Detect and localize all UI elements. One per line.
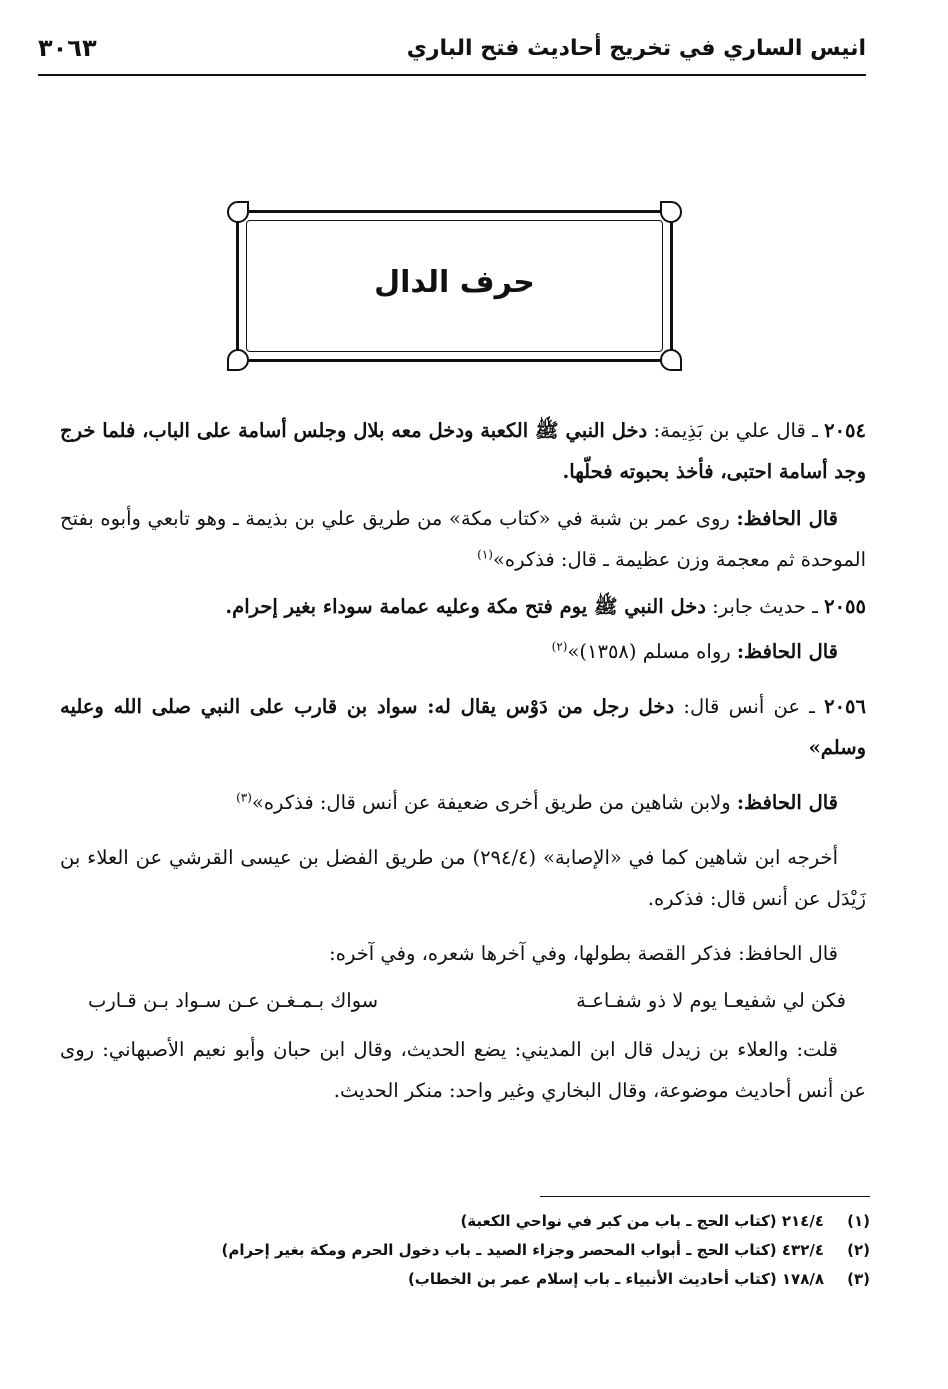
- chapter-title: حرف الدال: [374, 265, 535, 300]
- hafiz-label: قال الحافظ:: [736, 791, 838, 814]
- footnote-number: (٢): [847, 1241, 870, 1259]
- takhrij-paragraph: أخرجه ابن شاهين كما في «الإصابة» (٢٩٤/٤) من طريق الفضل بن عيسى القرشي عن العلاء بن زَيْدَل عن أنس قال: فذكره.: [60, 846, 866, 910]
- footnotes: [160, 1207, 870, 1294]
- hafiz-label: قال الحافظ:: [736, 507, 839, 530]
- footnote-item: [160, 1265, 870, 1294]
- frame-ornament: [227, 201, 249, 223]
- hafiz-paragraph: قال الحافظ: فذكر القصة بطولها، وفي آخرها شعره، وفي آخره:: [329, 942, 838, 965]
- hadith-text: دخل النبي ﷺ الكعبة ودخل معه بلال وجلس أسامة على الباب، فلما خرج وجد أسامة احتبى، فأخذ بحبوته فحلّها.: [60, 419, 866, 483]
- hadith-number: ٢٠٥٦: [824, 695, 866, 718]
- footnote-text: ١٧٨/٨ (كتاب أحاديث الأنبياء ـ باب إسلام عمر بن الخطاب): [407, 1270, 824, 1288]
- footnote-number: (٣): [847, 1270, 870, 1288]
- commentary-2054: [60, 498, 866, 580]
- commentary-2055: [60, 631, 866, 672]
- footnote-text: ٢١٤/٤ (كتاب الحج ـ باب من كبر في نواحي الكعبة): [460, 1212, 824, 1230]
- hadith-2054: [60, 410, 866, 492]
- footnote-text: ٤٣٢/٤ (كتاب الحج ـ أبواب المحصر وجزاء الصيد ـ باب دخول الحرم ومكة بغير إحرام): [221, 1241, 824, 1259]
- frame-ornament: [660, 201, 682, 223]
- running-header: [38, 30, 866, 76]
- verse-first-hemistich: فكن لي شفيعـا يوم لا ذو شفـاعـة: [576, 989, 846, 1012]
- commentary-text: ولابن شاهين من طريق أخرى ضعيفة عن أنس قال: فذكره»: [251, 791, 737, 814]
- footnote-separator: [540, 1196, 870, 1197]
- hadith-text: دخل النبي ﷺ يوم فتح مكة وعليه عمامة سوداء بغير إحرام.: [225, 595, 706, 618]
- footnote-item: [160, 1236, 870, 1265]
- hadith-2056: [60, 686, 866, 768]
- poetry-verse: [60, 980, 866, 1021]
- hadith-intro: ـ عن أنس قال:: [674, 695, 825, 718]
- hadith-text: دخل رجل من دَوْس يقال له: سواد بن قارب على النبي صلى الله وعليه وسلم»: [60, 695, 866, 759]
- frame-ornament: [227, 349, 249, 371]
- book-title: انيس الساري في تخريج أحاديث فتح الباري: [406, 36, 866, 61]
- commentary-text: روى عمر بن شبة في «كتاب مكة» من طريق علي بن بذيمة ـ وهو تابعي وأبوه بفتح الموحدة ثم معجمة وزن عظيمة ـ قال: فذكره»: [60, 507, 866, 571]
- note-paragraph: قلت: والعلاء بن زيدل قال ابن المديني: يضع الحديث، وقال ابن حبان وأبو نعيم الأصبهاني: روى عن أنس أحاديث موضوعة، وقال البخاري وغير واحد: منكر الحديث.: [60, 1038, 866, 1102]
- footnote-item: [160, 1207, 870, 1236]
- hafiz-label: قال الحافظ:: [736, 640, 838, 663]
- hadith-intro: ـ حديث جابر:: [705, 595, 825, 618]
- main-text: [60, 410, 866, 1117]
- hadith-2055: [60, 586, 866, 627]
- page-number: ٣٠٦٣: [38, 34, 97, 62]
- chapter-frame: [236, 210, 673, 362]
- verse-second-hemistich: سواك بـمـغـن عـن سـواد بـن قـارب: [88, 989, 379, 1012]
- footnote-ref[interactable]: (٣): [236, 790, 252, 805]
- hadith-intro: ـ قال علي بن بَذِيمة:: [647, 419, 825, 442]
- footnote-number: (١): [847, 1212, 870, 1230]
- hadith-number: ٢٠٥٥: [824, 595, 866, 618]
- commentary-2056: [60, 782, 866, 823]
- hadith-number: ٢٠٥٤: [824, 419, 866, 442]
- commentary-text: رواه مسلم (١٣٥٨)»: [567, 640, 737, 663]
- footnote-ref[interactable]: (١): [477, 547, 493, 562]
- footnote-ref[interactable]: (٢): [551, 639, 568, 654]
- frame-ornament: [660, 349, 682, 371]
